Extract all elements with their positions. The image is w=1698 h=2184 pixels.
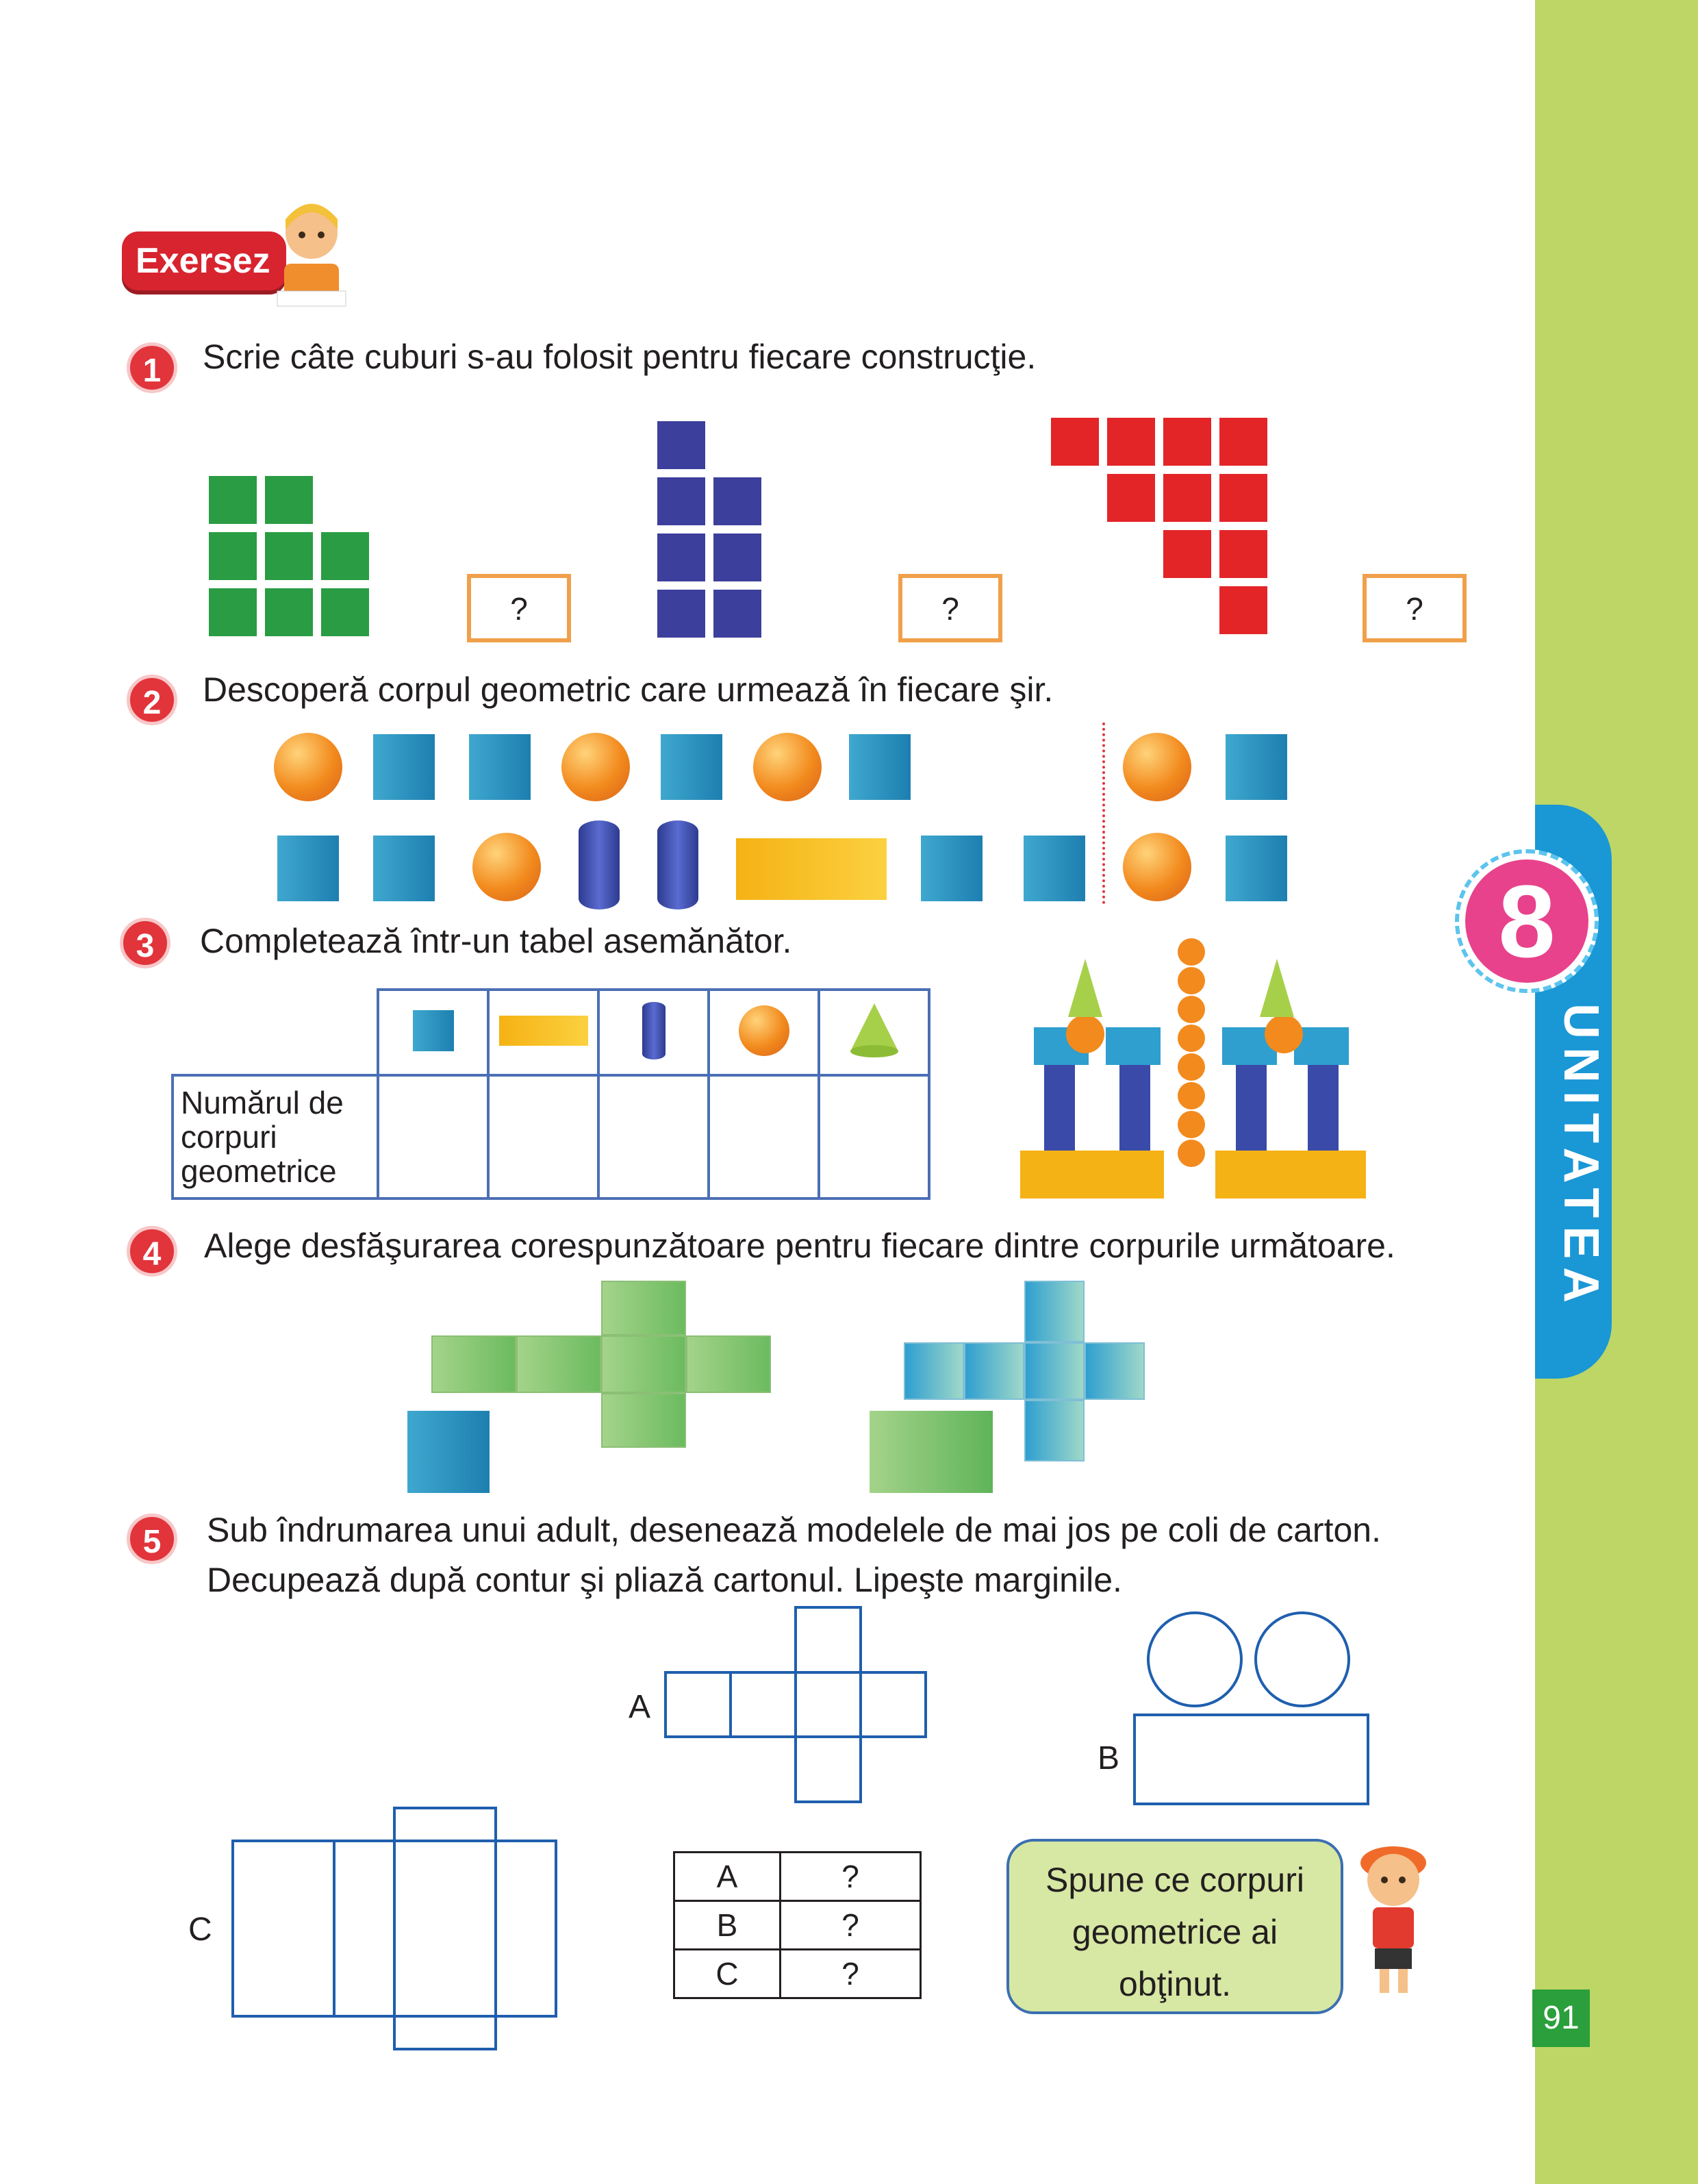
sphere-icon: [753, 733, 822, 801]
cube-icon: [407, 1411, 490, 1493]
sphere-icon: [1123, 833, 1191, 901]
task-5-number: 5: [127, 1514, 177, 1564]
unit-label: UNITATEA: [1554, 1003, 1608, 1311]
model-b-label: B: [1098, 1740, 1120, 1777]
task-4-text: Alege desfăşurarea corespunzătoare pentru fiecare dintre corpurile următoare.: [204, 1227, 1395, 1265]
cylinder-icon: [642, 1002, 666, 1059]
boy-icon: [1342, 1835, 1445, 2000]
bubble-line-2: geometrice ai: [1072, 1913, 1278, 1951]
cylinder-icon: [579, 820, 620, 909]
task-1-number: 1: [127, 342, 177, 393]
bubble-line-1: Spune ce corpuri: [1045, 1861, 1304, 1899]
task-5-text-line1: Sub îndrumarea unui adult, desenează modelele de mai jos pe coli de carton.: [207, 1511, 1381, 1549]
cube-icon: [413, 1010, 454, 1051]
model-c-label: C: [188, 1911, 212, 1948]
model-c-net: [231, 1807, 560, 2053]
cube-icon: [277, 836, 339, 901]
task-2-text: Descoperă corpul geometric care urmează în fiecare şir.: [203, 670, 1054, 709]
cube-icon: [1226, 836, 1287, 901]
answer-box-1[interactable]: ?: [467, 574, 571, 642]
answer-box-3[interactable]: ?: [1363, 574, 1467, 642]
answer-box-2[interactable]: ?: [898, 574, 1002, 642]
green-cube-construction: [205, 455, 404, 644]
model-b-circle: [1147, 1611, 1243, 1707]
task-4-number: 4: [127, 1226, 177, 1277]
sphere-icon: [274, 733, 342, 801]
cylinder-icon: [657, 820, 698, 909]
unit-number: 8: [1465, 859, 1588, 983]
task-3-number: 3: [120, 918, 170, 968]
page-number: 91: [1532, 1990, 1590, 2047]
task-1-text: Scrie câte cuburi s-au folosit pentru fiecare construcţie.: [203, 338, 1037, 376]
child-writing-icon: [270, 202, 353, 312]
cube-icon: [661, 734, 722, 800]
count-cell[interactable]: [709, 1075, 819, 1198]
shapes-construction-illustration: [1017, 938, 1373, 1205]
model-a-label: A: [629, 1689, 651, 1725]
task-5-text-line2: Decupează după contur şi pliază cartonul. Lipeşte marginile.: [207, 1561, 1122, 1599]
count-cell[interactable]: [598, 1075, 709, 1198]
shapes-count-table: [171, 988, 930, 1200]
count-cell[interactable]: [819, 1075, 929, 1198]
cube-icon: [921, 836, 983, 901]
sphere-icon: [472, 833, 541, 901]
task-3-text: Completează într-un tabel asemănător.: [200, 922, 792, 960]
cone-icon: [847, 1000, 902, 1062]
separator-line: [1102, 723, 1105, 904]
table-row: A ?: [674, 1853, 921, 1901]
prism-icon: [736, 838, 887, 900]
cube-icon: [373, 836, 435, 901]
count-cell[interactable]: [378, 1075, 488, 1198]
shapes-answer-table: [673, 1851, 922, 1999]
prism-icon: [499, 1016, 588, 1046]
cube-icon: [1024, 836, 1085, 901]
row-label: Numărul de corpuri geometrice: [173, 1075, 378, 1198]
model-b-rectangle: [1133, 1714, 1369, 1805]
task-2-number: 2: [127, 675, 177, 725]
model-b-circle: [1254, 1611, 1350, 1707]
model-a-net: [664, 1606, 938, 1808]
prism-icon: [870, 1411, 993, 1493]
exersez-badge: Exersez: [122, 231, 286, 290]
red-cube-construction: [1048, 394, 1301, 644]
table-row: C ?: [674, 1950, 921, 1998]
speech-bubble: [1006, 1839, 1343, 2014]
cube-icon: [849, 734, 911, 800]
shape-sequences: [274, 733, 1301, 911]
cube-icon: [373, 734, 435, 800]
sphere-icon: [739, 1005, 789, 1056]
sphere-icon: [1123, 733, 1191, 801]
table-row: B ?: [674, 1901, 921, 1950]
count-cell[interactable]: [488, 1075, 598, 1198]
bubble-line-3: obţinut.: [1118, 1965, 1231, 2003]
cube-icon: [1226, 734, 1287, 800]
cube-icon: [469, 734, 531, 800]
blue-cube-construction: [654, 397, 798, 644]
sphere-icon: [561, 733, 630, 801]
